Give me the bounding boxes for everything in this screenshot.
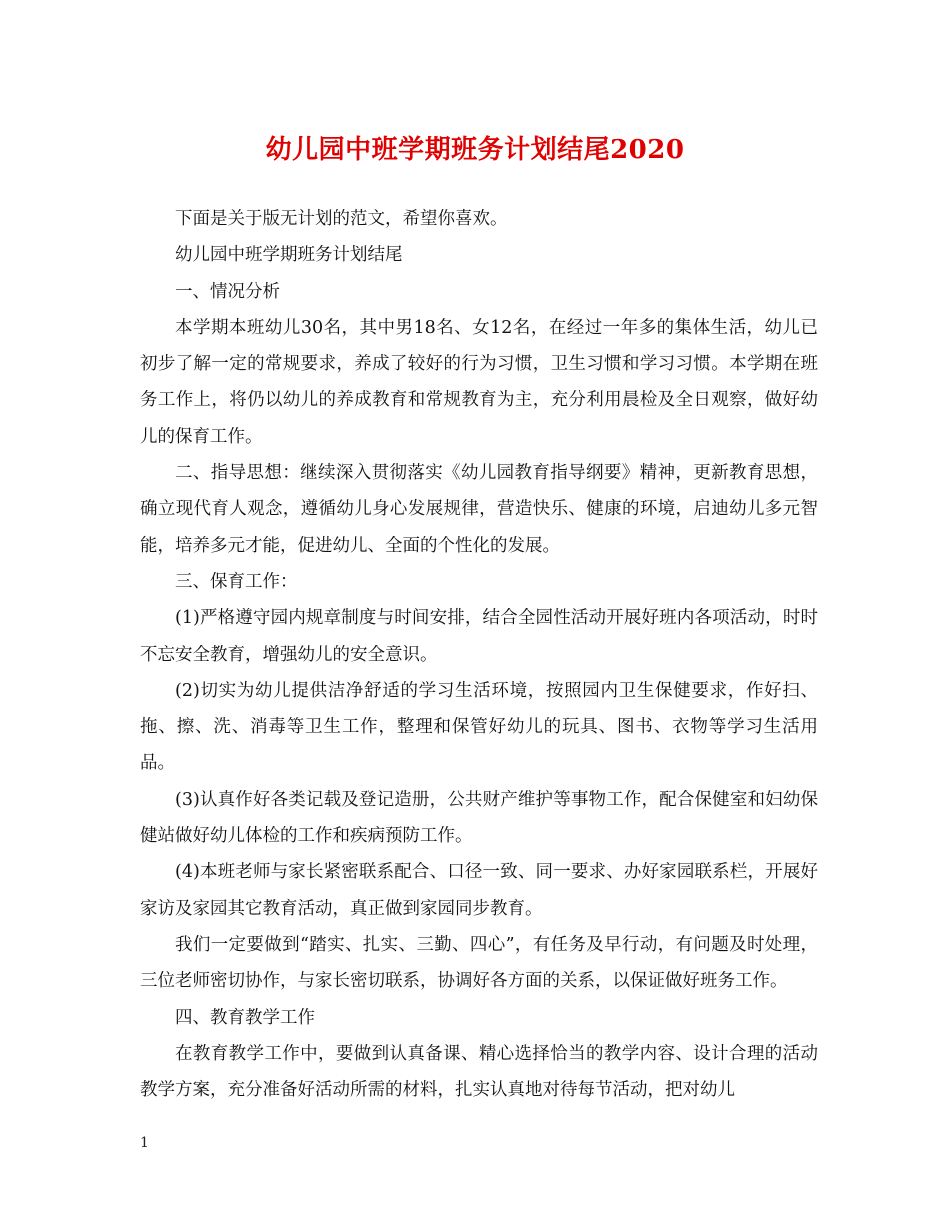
section-heading-situation: 一、情况分析 — [175, 281, 280, 302]
section-heading-teaching: 四、教育教学工作 — [175, 1007, 315, 1028]
paragraph-guiding-thought: 二、指导思想：继续深入贯彻落实《幼儿园教育指导纲要》精神，更新教育思想，确立现代育人观念，遵循幼儿身心发展规律，营造快乐、健康的环境，启迪幼儿多元智能，培养多元才能，促进幼儿、全面的个性化的发展。 — [140, 463, 818, 556]
document-title: 幼儿园中班学期班务计划结尾2020 — [265, 135, 685, 165]
paragraph-care-1: (1)严格遵守园内规章制度与时间安排，结合全园性活动开展好班内各项活动，时时不忘安全教育，增强幼儿的安全意识。 — [140, 608, 818, 665]
paragraph-intro: 下面是关于版无计划的范文，希望你喜欢。 — [175, 209, 508, 229]
page-number: 1 — [140, 1135, 149, 1151]
paragraph-care-4: (4)本班老师与家长紧密联系配合、口径一致、同一要求、办好家园联系栏，开展好家访及家园其它教育活动，真正做到家园同步教育。 — [140, 862, 818, 919]
document-body — [140, 201, 818, 1108]
section-heading-care: 三、保育工作： — [175, 571, 298, 592]
paragraph-care-2: (2)切实为幼儿提供洁净舒适的学习生活环境，按照园内卫生保健要求，作好扫、拖、擦、洗、消毒等卫生工作，整理和保管好幼儿的玩具、图书、衣物等学习生活用品。 — [140, 680, 818, 774]
paragraph-commitment: 我们一定要做到“踏实、扎实、三勤、四心”，有任务及早行动，有问题及时处理，三位老师密切协作，与家长密切联系，协调好各方面的关系，以保证做好班务工作。 — [140, 934, 818, 992]
paragraph-situation: 本学期本班幼儿30名，其中男18名、女12名，在经过一年多的集体生活，幼儿已初步了解一定的常规要求，养成了较好的行为习惯，卫生习惯和学习习惯。本学期在班务工作上，将仍以幼儿的养成教育和常规教育为主，充分利用晨检及全日观察，做好幼儿的保育工作。 — [140, 317, 818, 447]
paragraph-teaching: 在教育教学工作中，要做到认真备课、精心选择恰当的教学内容、设计合理的活动教学方案，充分准备好活动所需的材料，扎实认真地对待每节活动，把对幼儿 — [140, 1043, 818, 1101]
paragraph-care-3: (3)认真作好各类记载及登记造册，公共财产维护等事物工作，配合保健室和妇幼保健站做好幼儿体检的工作和疾病预防工作。 — [140, 789, 818, 847]
paragraph-subtitle: 幼儿园中班学期班务计划结尾 — [175, 245, 403, 266]
